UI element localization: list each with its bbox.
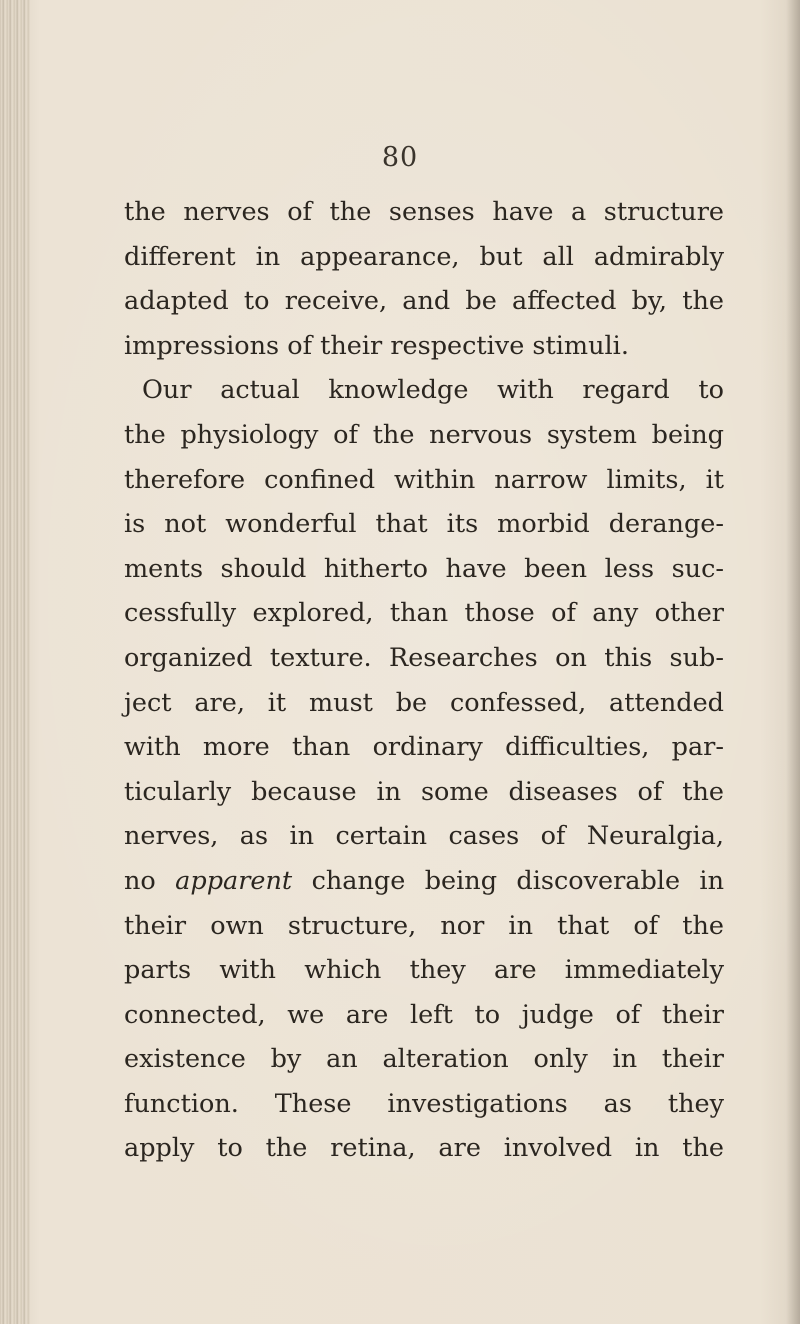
text-line: nerves, as in certain cases of Neuralgia,: [124, 821, 724, 852]
text-line: different in appearance, but all admirably: [124, 241, 724, 272]
text-line: organized texture. Researches on this sub-: [124, 642, 724, 673]
page-edge-shadow: [786, 0, 800, 1324]
text-line: adapted to receive, and be affected by, the: [124, 286, 724, 317]
text-line: function. These investigations as they: [124, 1088, 724, 1119]
page-binding: [0, 0, 30, 1324]
text-line: connected, we are left to judge of their: [124, 999, 724, 1030]
text-line: cessfully explored, than those of any other: [124, 598, 724, 629]
text-line: Our actual knowledge with regard to: [142, 375, 724, 406]
text-line: apply to the retina, are involved in the: [124, 1133, 724, 1164]
text-line: ticularly because in some diseases of the: [124, 776, 724, 807]
text-line: is not wonderful that its morbid derange-: [124, 509, 724, 540]
text-line: parts with which they are immediately: [124, 955, 724, 986]
text-line: therefore confined within narrow limits, it: [124, 464, 724, 495]
text-line-rest: change being discoverable in: [311, 865, 725, 896]
italic-word: apparent: [175, 865, 293, 896]
text-line: ments should hitherto have been less suc-: [124, 553, 724, 584]
body-text: [124, 190, 724, 1171]
text-line: existence by an alteration only in their: [124, 1044, 724, 1075]
text-line: the physiology of the nervous system being: [124, 419, 724, 450]
text-line-with-italic: [124, 859, 724, 904]
text-line: the nerves of the senses have a structure: [124, 197, 724, 227]
text-line: their own structure, nor in that of the: [124, 910, 724, 941]
text-line: ject are, it must be confessed, attended: [124, 687, 724, 718]
text-line-prefix: no: [124, 865, 156, 896]
text-line: with more than ordinary difficulties, par-: [124, 732, 724, 763]
text-line: impressions of their respective stimuli.: [124, 330, 629, 361]
page-number: 80: [381, 142, 419, 173]
